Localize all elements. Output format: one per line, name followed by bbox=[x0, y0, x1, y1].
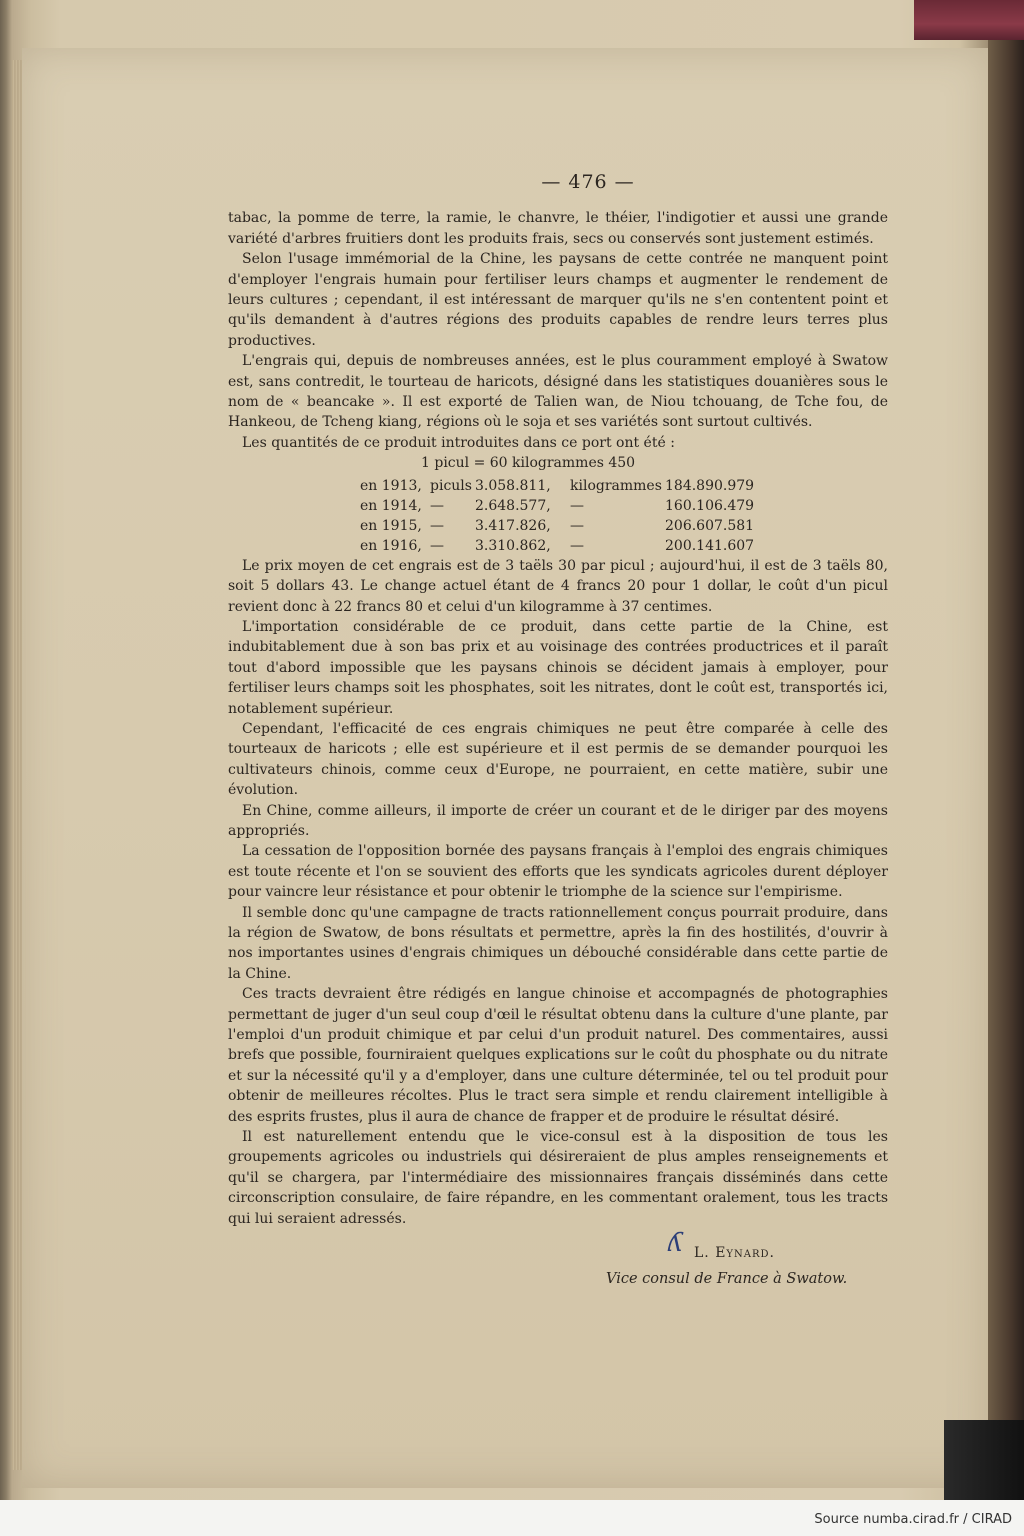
cell-kilogrammes: 200.141.607 bbox=[665, 537, 755, 554]
cell-year: en 1914, bbox=[360, 497, 422, 514]
text-block bbox=[228, 172, 888, 1299]
signature-block bbox=[228, 1228, 888, 1299]
quantities-table bbox=[228, 433, 888, 556]
cell-unit-kg: — bbox=[570, 497, 584, 514]
cell-year: en 1916, bbox=[360, 537, 422, 554]
cell-kilogrammes: 184.890.979 bbox=[665, 477, 755, 494]
handwritten-initial-mark: ʎ bbox=[668, 1228, 683, 1259]
paragraph: Ces tracts devraient être rédigés en langue chinoise et accompagnés de photographies permettant de juger d'un seul coup d'œil le résultat obtenu dans la culture d'une plante, par l'emploi d'un produit chimique et par celui d'un produit naturel. Des commentaires, aussi brefs que possible, fourniraient quelques explications sur le coût du phosphate ou du nitrate et sur la nécessité qu'il y a d'employer, dans une culture déterminée, tel ou tel produit pour obtenir de meilleures récoltes. Plus le tract sera simple et rendu clairement intelligible à des esprits frustes, plus il aura de chance de frapper et de produire le résultat désiré. bbox=[228, 986, 888, 1125]
quantities-intro: Les quantités de ce produit introduites dans ce port ont été : bbox=[242, 434, 675, 451]
cell-piculs: 3.417.826, bbox=[475, 517, 551, 534]
signatory-name: L. Eynard. bbox=[694, 1245, 775, 1262]
cell-unit-kg: kilogrammes bbox=[570, 477, 662, 494]
cell-kilogrammes: 206.607.581 bbox=[665, 517, 755, 534]
table-row bbox=[228, 496, 888, 516]
cell-unit-piculs: — bbox=[430, 537, 444, 554]
cell-unit-piculs: — bbox=[430, 517, 444, 534]
paragraph: Il est naturellement entendu que le vice-consul est à la disposition de tous les groupements agricoles ou industriels qui désireraient de plus amples renseignements et qu'il se chargera, par l'intermédiaire des missionnaires français disséminés dans cette circonscription consulaire, de faire répandre, en les commentant oralement, tous les tracts qui lui seraient adressés. bbox=[228, 1129, 888, 1227]
cell-piculs: 2.648.577, bbox=[475, 497, 551, 514]
table-row bbox=[228, 516, 888, 536]
cell-unit-piculs: — bbox=[430, 497, 444, 514]
binding-cover-right bbox=[988, 40, 1024, 1460]
paragraph: L'engrais qui, depuis de nombreuses années, est le plus couramment employé à Swatow est, sans contredit, le tourteau de haricots, désigné dans les statistiques douanières sous le nom de « beancake ». Il est exporté de Talien wan, de Niou tchouang, de Tche fou, de Hankeou, de Tcheng kiang, régions où le soja et ses variétés sont surtout cultivés. bbox=[228, 353, 888, 431]
cell-unit-kg: — bbox=[570, 517, 584, 534]
source-credit: Source numba.cirad.fr / CIRAD bbox=[814, 1512, 1012, 1527]
cell-piculs: 3.310.862, bbox=[475, 537, 551, 554]
paragraph: Le prix moyen de cet engrais est de 3 taëls 30 par picul ; aujourd'hui, il est de 3 taëls 80, soit 5 dollars 43. Le change actuel étant de 4 francs 20 pour 1 dollar, le coût d'un picul revient donc à 22 francs 80 et celui d'un kilogramme à 37 centimes. bbox=[228, 557, 888, 615]
binding-cover-top bbox=[914, 0, 1024, 40]
cell-year: en 1913, bbox=[360, 477, 422, 494]
paragraph: L'importation considérable de ce produit, dans cette partie de la Chine, est indubitablement due à son bas prix et au voisinage des contrées productrices et il paraît tout d'abord impossible que les paysans chinois se décident jamais à employer, pour fertiliser leurs champs soit les phosphates, soit les nitrates, dont le coût est, transportés ici, notablement supérieur. bbox=[228, 618, 888, 717]
cell-kilogrammes: 160.106.479 bbox=[665, 497, 755, 514]
cell-year: en 1915, bbox=[360, 517, 422, 534]
paragraph: tabac, la pomme de terre, la ramie, le chanvre, le théier, l'indigotier et aussi une grande variété d'arbres fruitiers dont les produits frais, secs ou conservés sont justement estimés. bbox=[228, 210, 888, 247]
cell-unit-kg: — bbox=[570, 537, 584, 554]
paragraph: Selon l'usage immémorial de la Chine, les paysans de cette contrée ne manquent point d'employer l'engrais humain pour fertiliser leurs champs et augmenter le rendement de leurs cultures ; cependant, il est intéressant de marquer qu'ils ne s'en contentent point et qu'ils demandent à d'autres régions des produits capables de rendre leurs terres plus productives. bbox=[228, 251, 888, 349]
bookmark-ribbon bbox=[944, 1420, 1024, 1500]
paragraph: Cependant, l'efficacité de ces engrais chimiques ne peut être comparée à celle des tourteaux de haricots ; elle est supérieure et il est permis de se demander pourquoi les cultivateurs chinois, comme ceux d'Europe, ne pourraient, en cette matière, subir une évolution. bbox=[228, 720, 888, 799]
paragraph: En Chine, comme ailleurs, il importe de créer un courant et de le diriger par des moyens appropriés. bbox=[228, 802, 888, 839]
quantities-unit: 1 picul = 60 kilogrammes 450 bbox=[421, 455, 636, 472]
signatory-title: Vice consul de France à Swatow. bbox=[606, 1271, 848, 1288]
table-row bbox=[228, 536, 888, 556]
cell-unit-piculs: piculs bbox=[430, 477, 472, 494]
table-row bbox=[228, 476, 888, 496]
page-number: — 476 — bbox=[541, 171, 635, 193]
paragraph: La cessation de l'opposition bornée des paysans français à l'emploi des engrais chimiques est toute récente et l'on se souvient des efforts que les syndicats agricoles durent déployer pour vaincre leur résistance et pour obtenir le triomphe de la science sur l'empirisme. bbox=[228, 843, 888, 901]
paragraph: Il semble donc qu'une campagne de tracts rationnellement conçus pourrait produire, dans la région de Swatow, de bons résultats et permettre, après la fin des hostilités, d'ouvrir à nos importantes usines d'engrais chimiques un débouché considérable dans cette partie de la Chine. bbox=[228, 904, 888, 982]
cell-piculs: 3.058.811, bbox=[475, 477, 551, 494]
